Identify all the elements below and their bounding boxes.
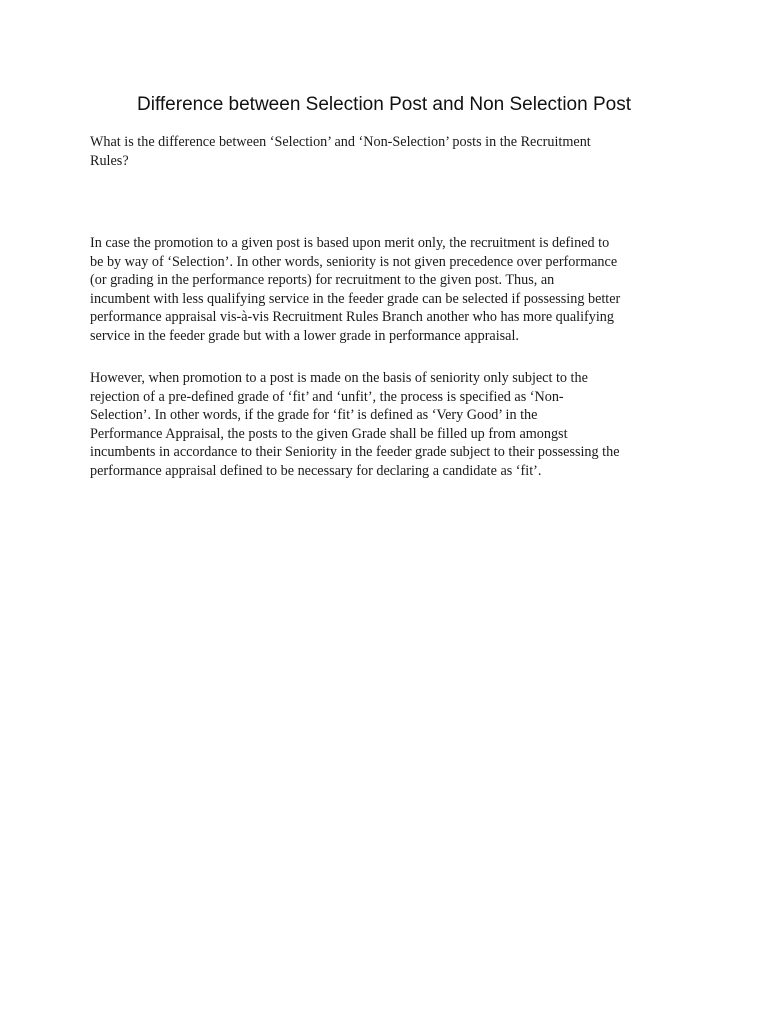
paragraph-line: (or grading in the performance reports) for recruitment to the given post. Thus, an	[90, 272, 555, 289]
question-line: Rules?	[90, 152, 129, 169]
paragraph-line: performance appraisal vis-à-vis Recruitment Rules Branch another who has more qualifying	[90, 309, 614, 326]
document-title: Difference between Selection Post and Non Selection Post	[137, 94, 631, 115]
paragraph-non-selection	[90, 369, 682, 481]
paragraph-line: In case the promotion to a given post is based upon merit only, the recruitment is defined to	[90, 235, 610, 251]
paragraph-line: rejection of a pre-defined grade of ‘fit’ and ‘unfit’, the process is specified as ‘Non-	[90, 388, 564, 405]
question-text	[90, 133, 682, 170]
paragraph-selection	[90, 234, 682, 346]
paragraph-line: Selection’. In other words, if the grade for ‘fit’ is defined as ‘Very Good’ in the	[90, 407, 538, 424]
paragraph-line: However, when promotion to a post is made on the basis of seniority only subject to the	[90, 370, 588, 386]
paragraph-line: service in the feeder grade but with a lower grade in performance appraisal.	[90, 327, 519, 344]
paragraph-line: incumbent with less qualifying service in the feeder grade can be selected if possessing better	[90, 290, 621, 307]
question-line: What is the difference between ‘Selection’ and ‘Non-Selection’ posts in the Recruitment	[90, 134, 591, 150]
paragraph-line: Performance Appraisal, the posts to the given Grade shall be filled up from amongst	[90, 425, 568, 442]
paragraph-line: be by way of ‘Selection’. In other words, seniority is not given precedence over performance	[90, 253, 618, 270]
paragraph-line: performance appraisal defined to be necessary for declaring a candidate as ‘fit’.	[90, 462, 542, 479]
paragraph-line: incumbents in accordance to their Seniority in the feeder grade subject to their possessing the	[90, 444, 620, 461]
